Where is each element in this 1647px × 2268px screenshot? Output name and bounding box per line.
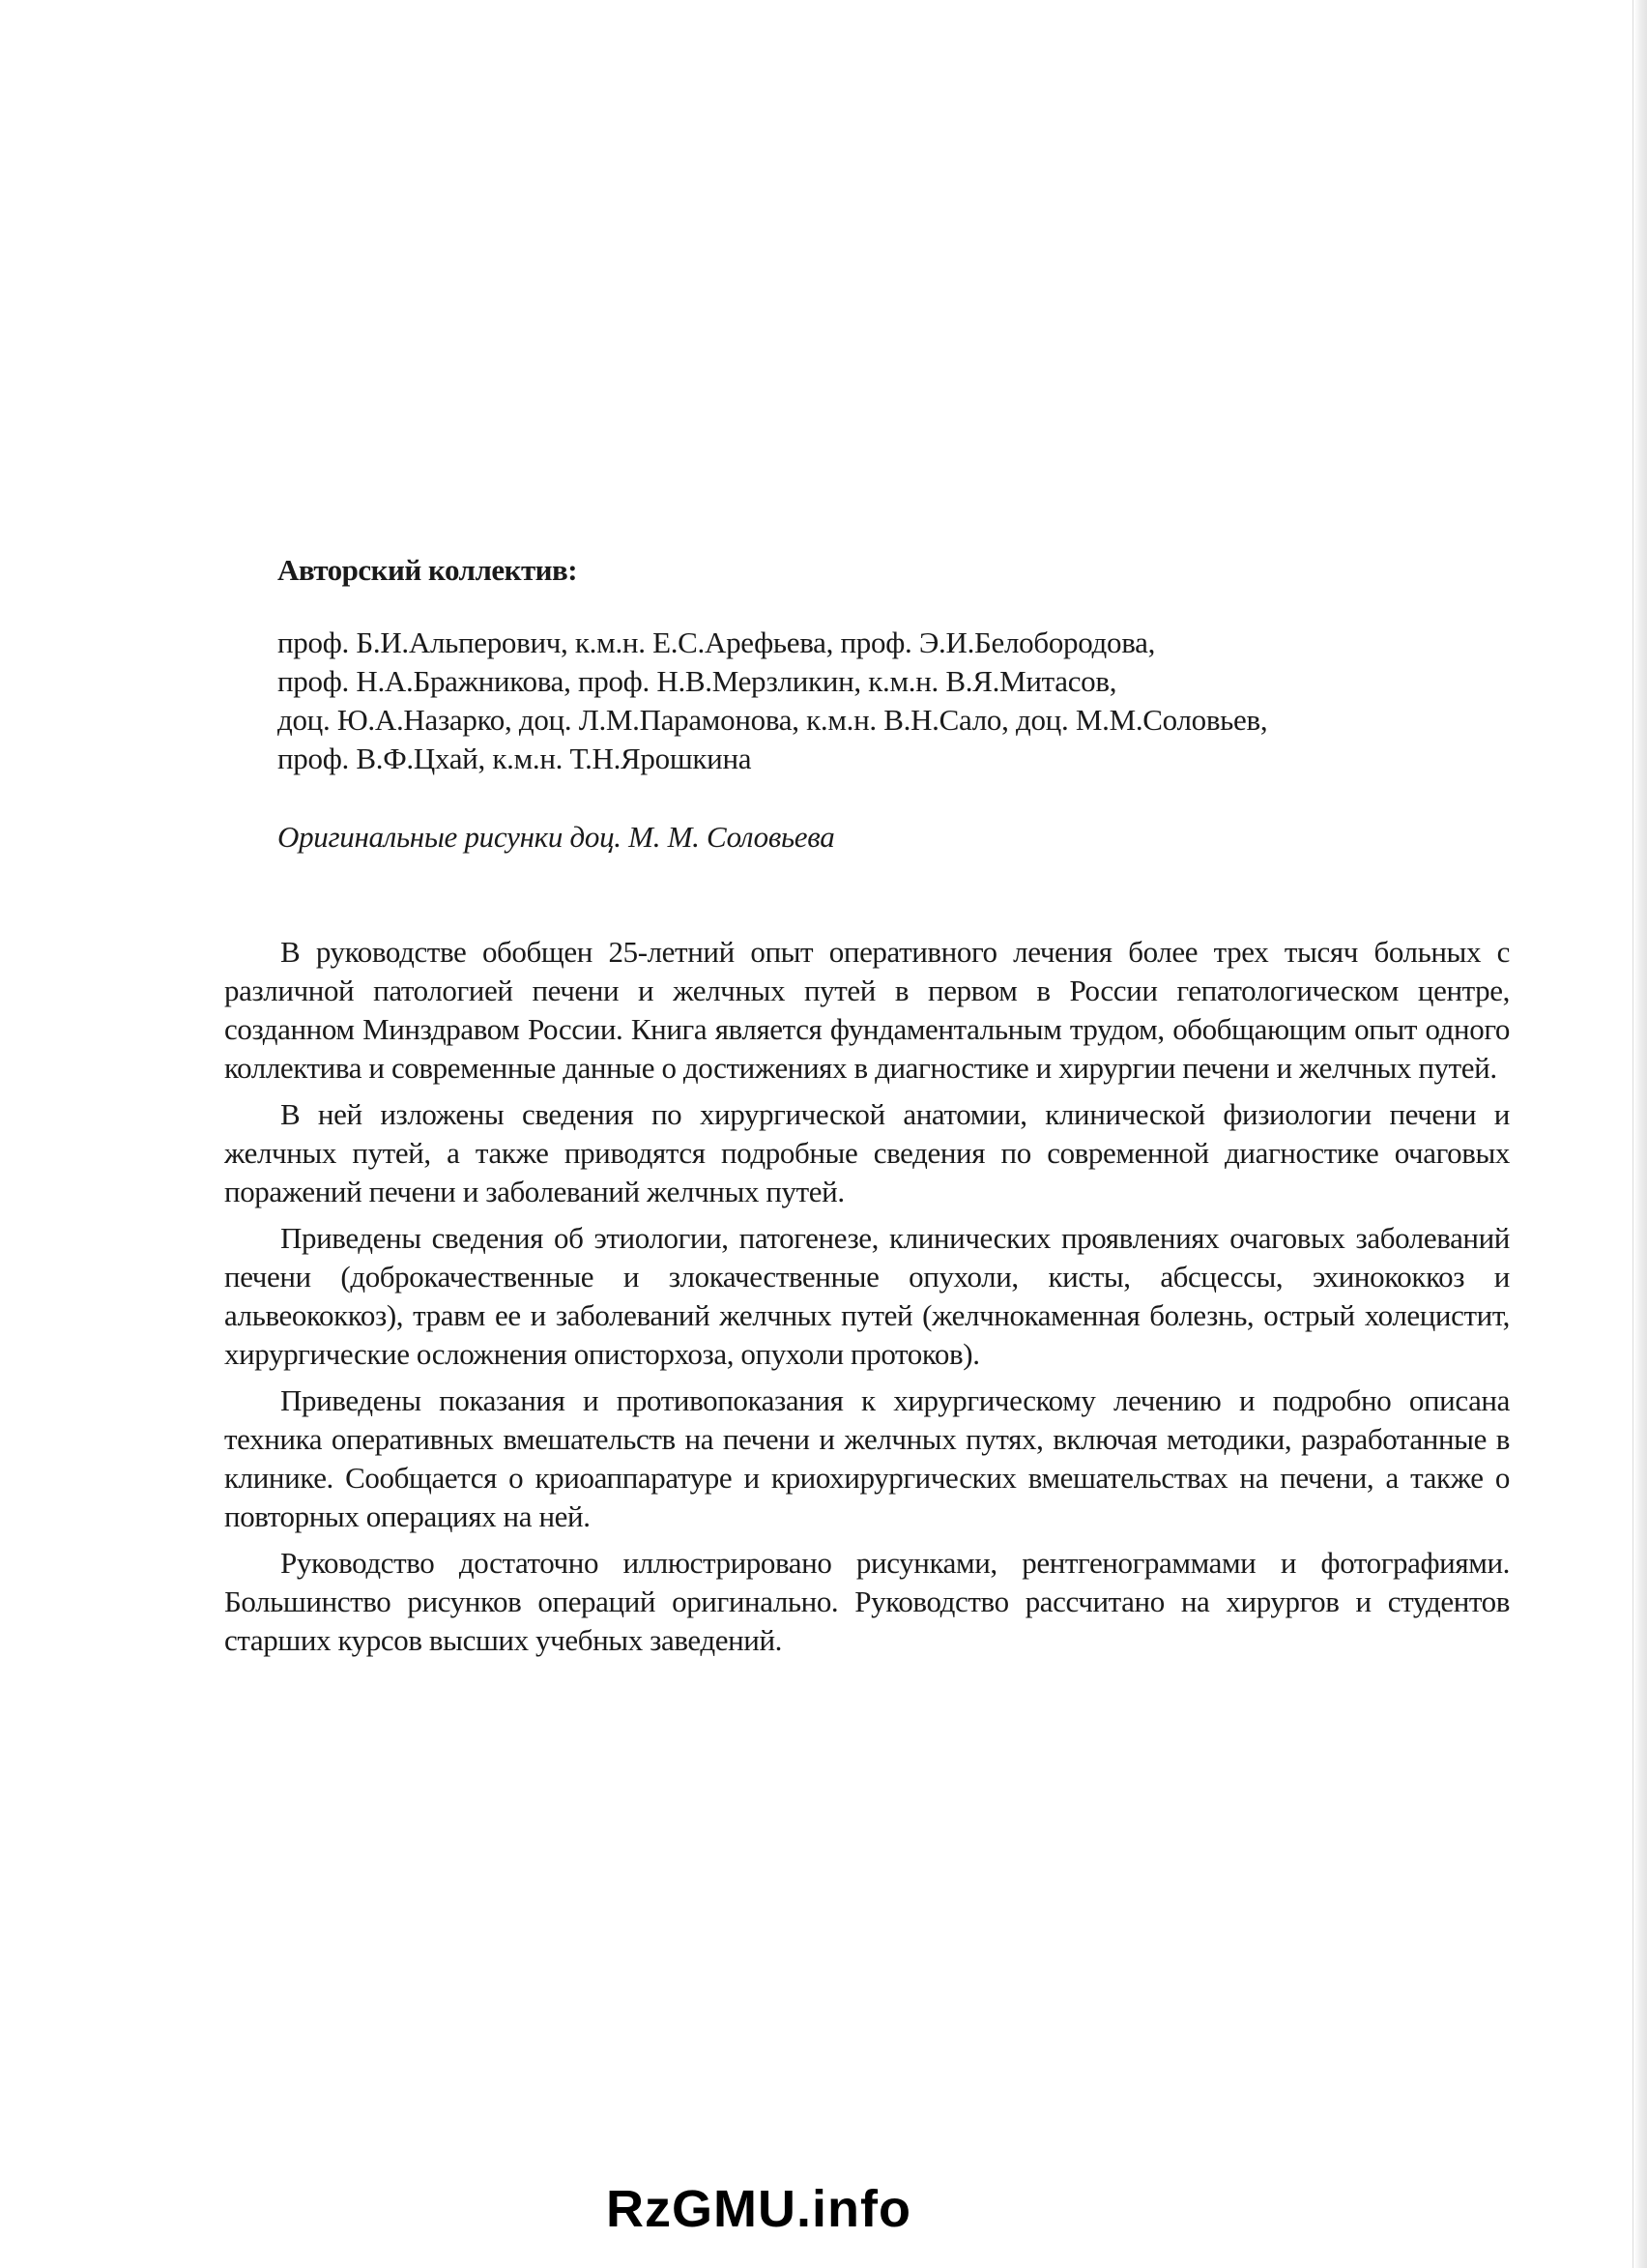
abstract-paragraph: Приведены показания и противопоказания к хирургическому лечению и подробно описана техника оперативных вмешательств на печени и желчных путях, включая методики, разработанные в клинике. Сообщается о криоаппаратуре и криохирургических вмешательствах на печени, а также о повторных операциях на ней. — [224, 1383, 1510, 1533]
abstract-paragraph: Руководство достаточно иллюстрировано рисунками, рентгенограммами и фотографиями. Большинство рисунков операций оригинально. Руководство рассчитано на хирургов и студентов старших курсов высших учебных заведений. — [224, 1546, 1510, 1657]
authors-line: проф. Н.А.Бражникова, проф. Н.В.Мерзликин, к.м.н. В.Я.Митасов, — [277, 664, 1117, 698]
authors-line: доц. Ю.А.Назарко, доц. Л.М.Парамонова, к.м.н. В.Н.Сало, доц. М.М.Соловьев, — [277, 703, 1268, 737]
abstract — [224, 933, 1510, 1668]
authors-heading: Авторский коллектив: — [277, 553, 578, 587]
abstract-paragraph: В руководстве обобщен 25-летний опыт оперативного лечения более трех тысяч больных с различной патологией печени и желчных путей в первом в России гепатологическом центре, созданном Минздравом России. Книга является фундаментальным трудом, обобщающим опыт одного коллектива и современные данные о достижениях в диагностике и хирургии печени и желчных путей. — [224, 935, 1510, 1085]
abstract-paragraph: Приведены сведения об этиологии, патогенезе, клинических проявлениях очаговых заболеваний печени (доброкачественные и злокачественные опухоли, кисты, абсцессы, эхинококкоз и альвеококкоз), травм ее и заболеваний желчных путей (желчнокаменная болезнь, острый холецистит, хирургические осложнения описторхоза, опухоли протоков). — [224, 1221, 1510, 1371]
authors-line: проф. В.Ф.Цхай, к.м.н. Т.Н.Ярошкина — [277, 741, 752, 775]
authors-list — [277, 624, 1476, 778]
authors-line: проф. Б.И.Альперович, к.м.н. Е.С.Арефьева, проф. Э.И.Белобородова, — [277, 625, 1156, 659]
page-edge — [1633, 0, 1647, 2268]
illustrations-credit: Оригинальные рисунки доц. М. М. Соловьева — [277, 820, 835, 854]
abstract-paragraph: В ней изложены сведения по хирургической анатомии, клинической физиологии печени и желчных путей, а также приводятся подробные сведения по современной диагностике очаговых поражений печени и заболеваний желчных путей. — [224, 1097, 1510, 1208]
watermark: RzGMU.info — [606, 2180, 911, 2238]
